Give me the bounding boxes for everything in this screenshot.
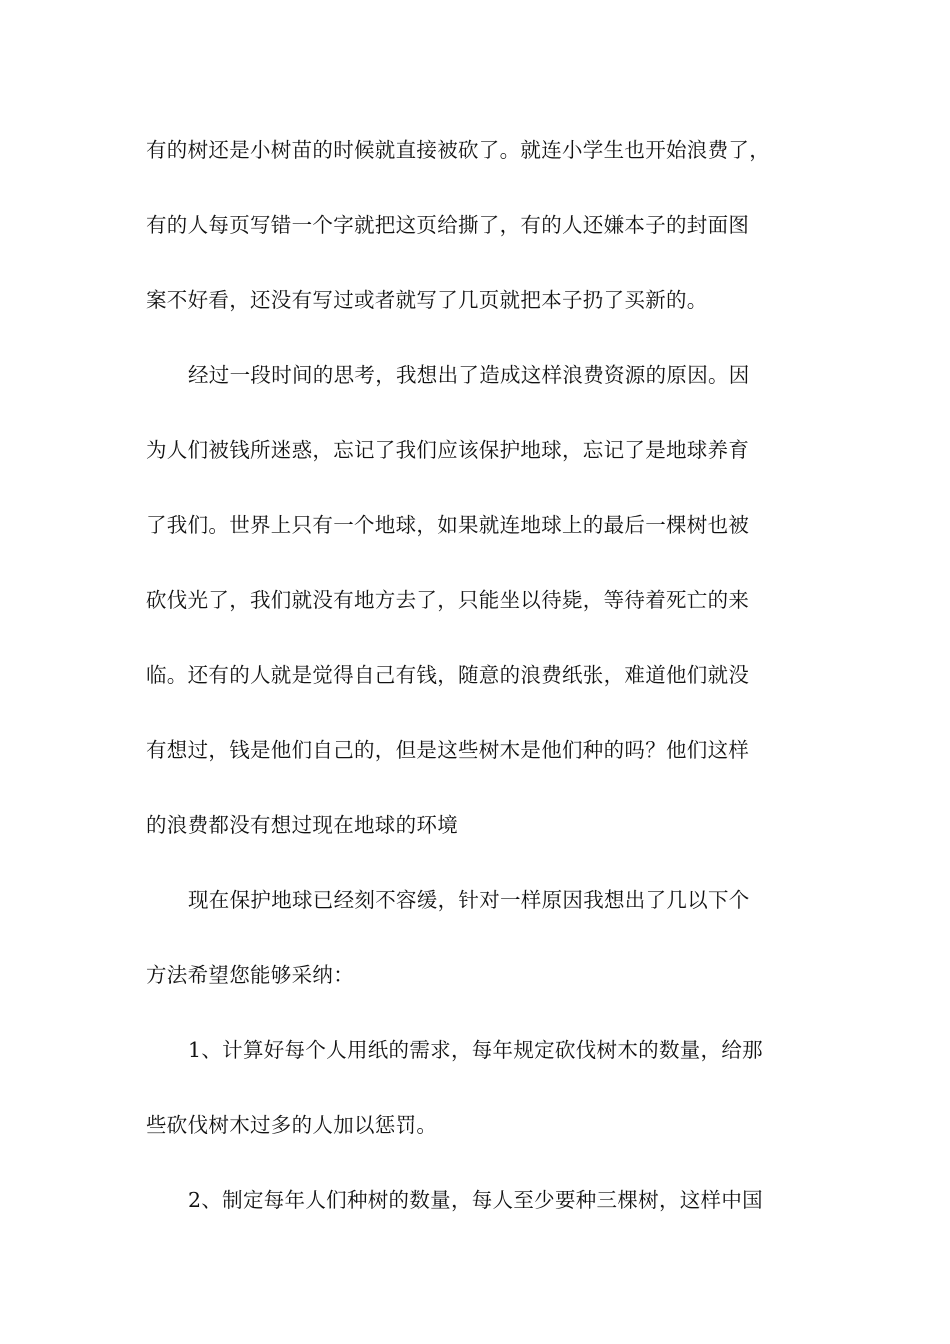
text-line: 些砍伐树木过多的人加以惩罚。 [146, 1113, 438, 1137]
text-line: 案不好看，还没有写过或者就写了几页就把本子扔了买新的。 [146, 288, 708, 312]
list-item-first-line: 1、计算好每个人用纸的需求，每年规定砍伐树木的数量，给那 [188, 1038, 763, 1062]
text-line: 有想过，钱是他们自己的，但是这些树木是他们种的吗？他们这样 [146, 738, 750, 762]
text-line: 方法希望您能够采纳： [146, 963, 354, 987]
list-item-first-line: 2、制定每年人们种树的数量，每人至少要种三棵树，这样中国 [188, 1188, 763, 1212]
paragraph-first-line: 现在保护地球已经刻不容缓，针对一样原因我想出了几以下个 [188, 888, 750, 912]
text-line: 砍伐光了，我们就没有地方去了，只能坐以待毙，等待着死亡的来 [146, 588, 750, 612]
text-line: 临。还有的人就是觉得自己有钱，随意的浪费纸张，难道他们就没 [146, 663, 750, 687]
text-line: 的浪费都没有想过现在地球的环境 [146, 813, 458, 837]
body-text [146, 129, 811, 1254]
paragraph-first-line: 经过一段时间的思考，我想出了造成这样浪费资源的原因。因 [188, 363, 750, 387]
text-line: 了我们。世界上只有一个地球，如果就连地球上的最后一棵树也被 [146, 513, 750, 537]
text-line: 有的人每页写错一个字就把这页给撕了，有的人还嫌本子的封面图 [146, 213, 750, 237]
text-line: 为人们被钱所迷惑，忘记了我们应该保护地球，忘记了是地球养育 [146, 438, 750, 462]
text-line: 有的树还是小树苗的时候就直接被砍了。就连小学生也开始浪费了， [146, 138, 770, 162]
